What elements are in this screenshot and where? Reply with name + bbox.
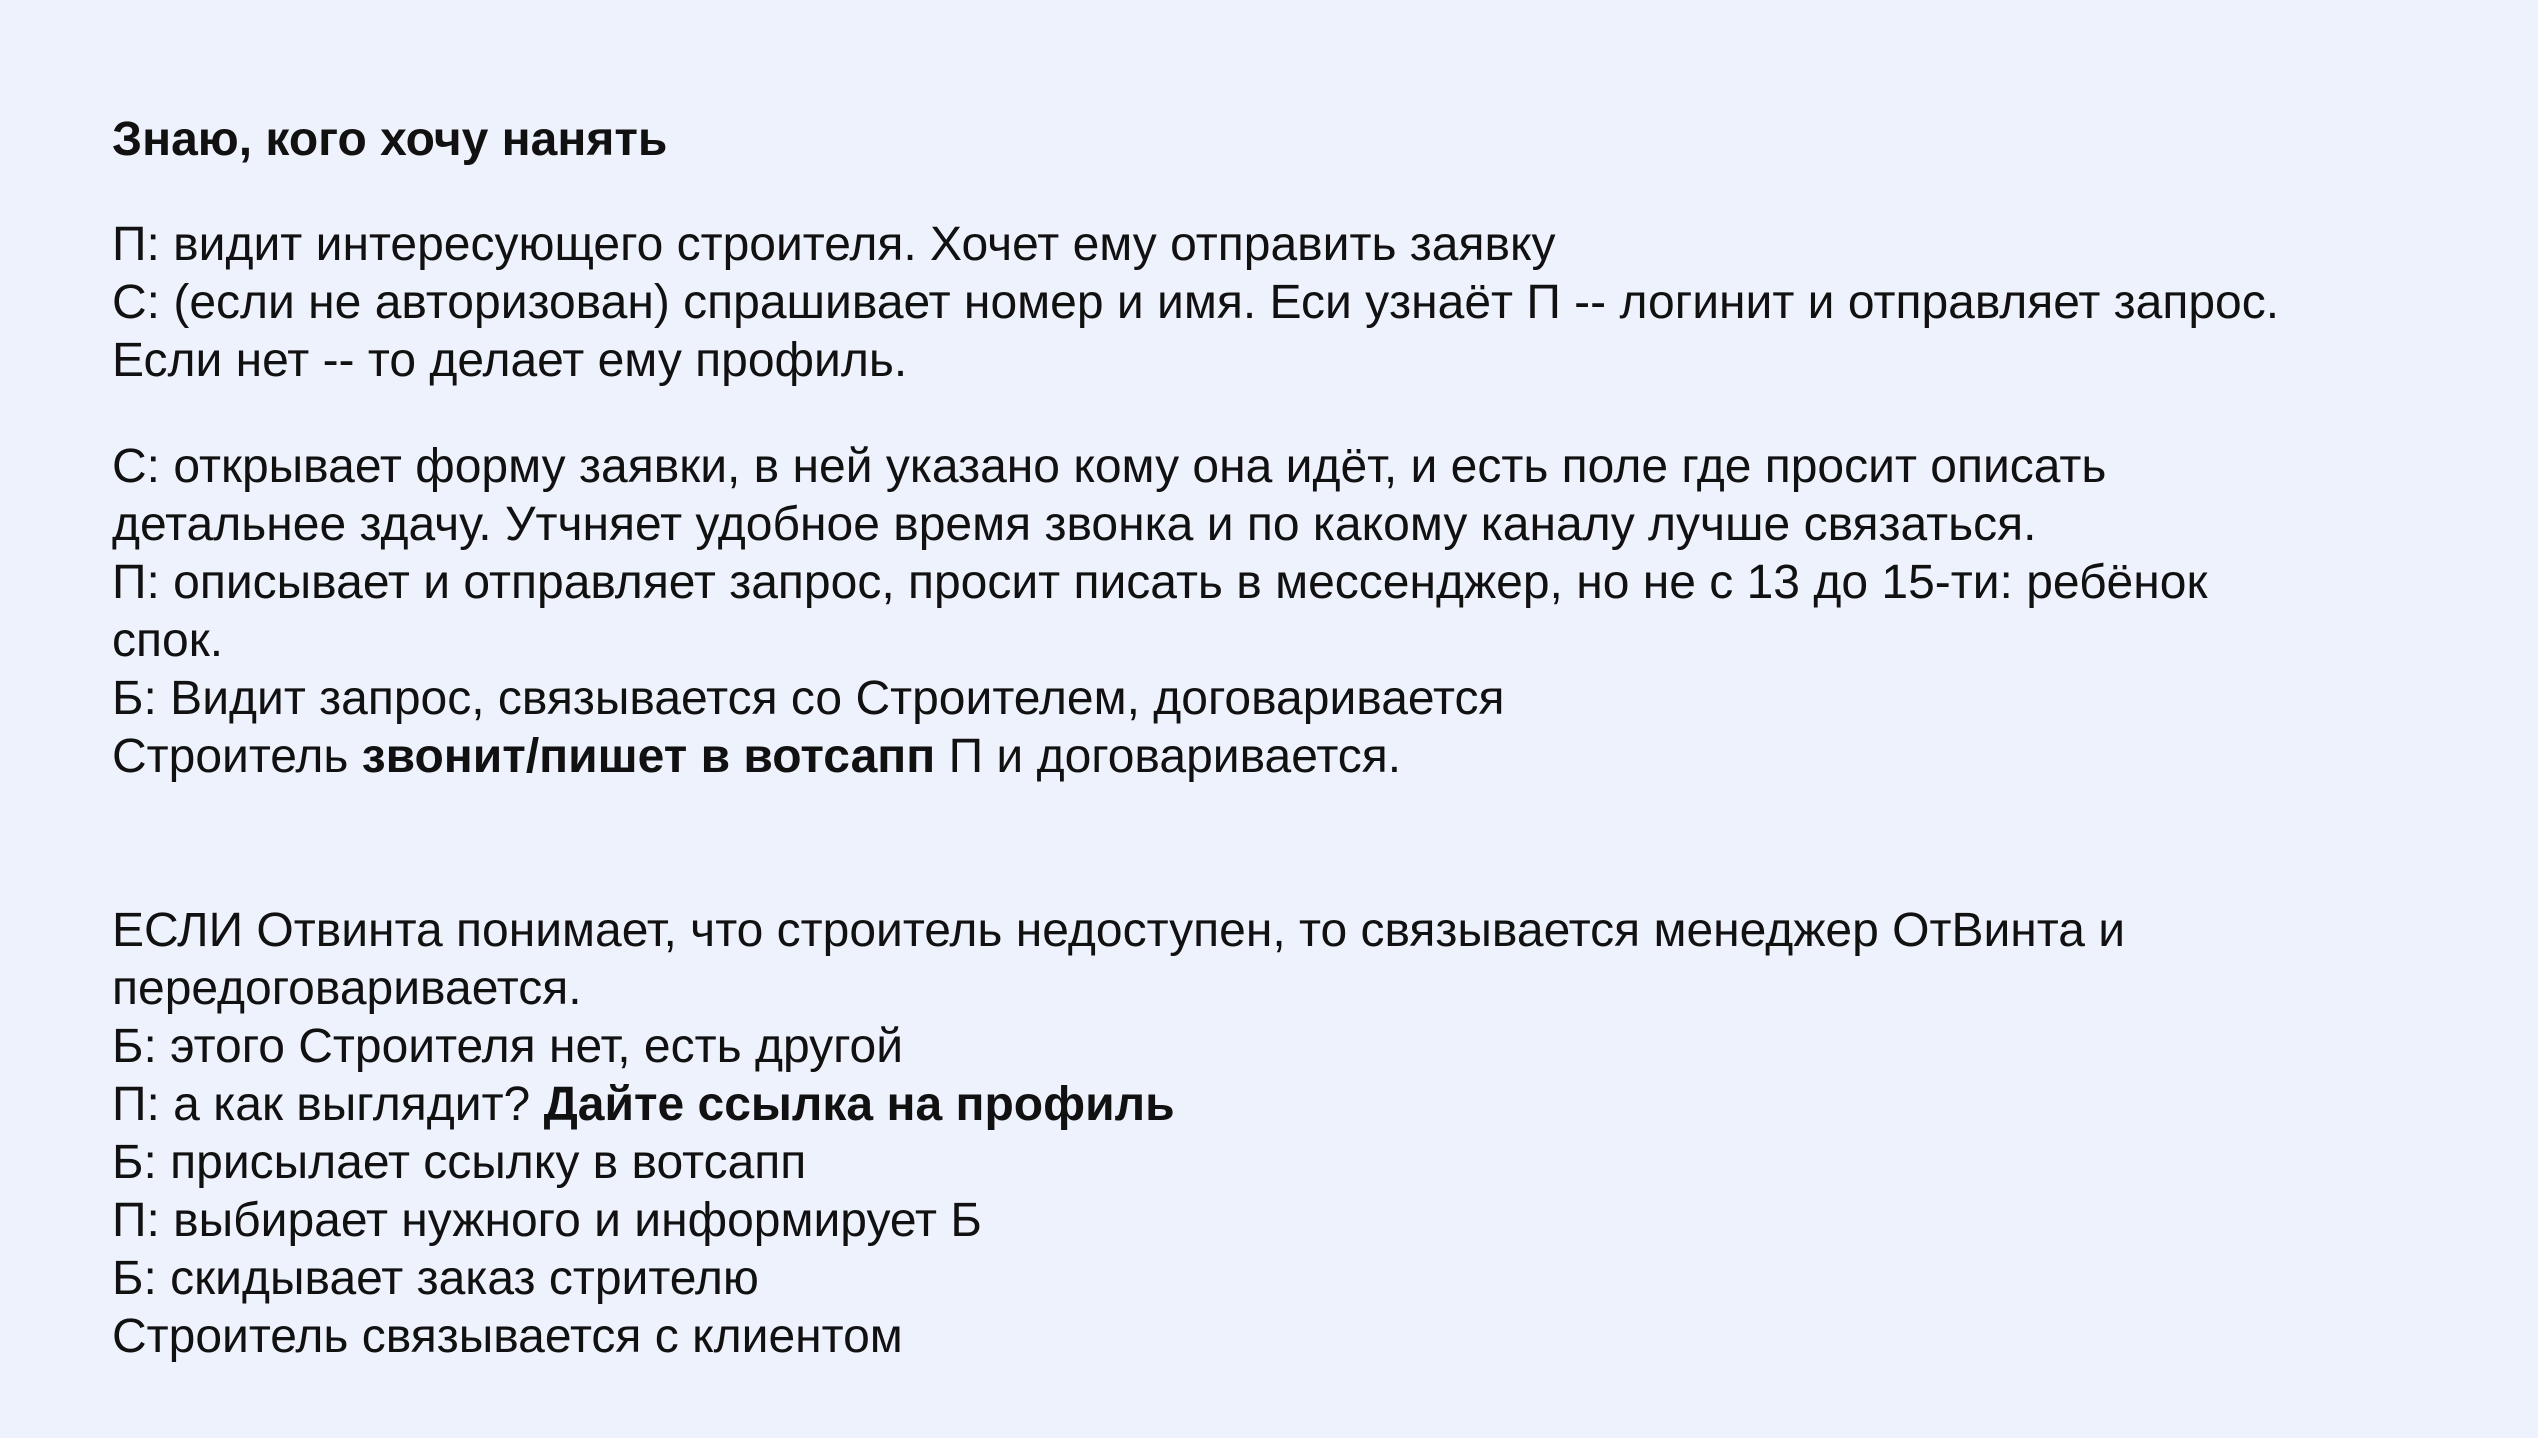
spacer: [112, 390, 2438, 438]
text-line: С: (если не авторизован) спрашивает номер и имя. Еси узнаёт П -- логинит и отправляет запрос.: [112, 276, 2280, 329]
text-line: П: описывает и отправляет запрос, просит писать в мессенджер, но не с 13 до 15-ти: ребёнок: [112, 556, 2208, 609]
paragraph-request-start: [112, 216, 2438, 390]
document-title: Знаю, кого хочу нанять: [112, 113, 668, 166]
paragraph-request-form: [112, 438, 2438, 786]
text-line: Если нет -- то делает ему профиль.: [112, 334, 908, 387]
profile-link-request-emphasis: Дайте ссылка на профиль: [543, 1078, 1175, 1131]
text-line: ЕСЛИ Отвинта понимает, что строитель недоступен, то связывается менеджер ОтВинта и: [112, 904, 2126, 957]
text-line: передоговаривается.: [112, 962, 582, 1015]
profile-link-request-line: [112, 1076, 2438, 1134]
builder-contact-line: [112, 728, 2438, 786]
text-line: П: видит интересующего строителя. Хочет ему отправить заявку: [112, 218, 1556, 271]
spacer: [112, 170, 2438, 216]
builder-contact-emphasis: звонит/пишет в вотсапп: [361, 730, 936, 783]
text-line: Б: Видит запрос, связывается со Строителем, договаривается: [112, 672, 1505, 725]
text-line: Б: этого Строителя нет, есть другой: [112, 1020, 904, 1073]
text-line: Б: скидывает заказ стрителю: [112, 1252, 759, 1305]
spacer: [112, 786, 2438, 902]
text-line: П: выбирает нужного и информирует Б: [112, 1194, 982, 1247]
text-line: Строитель связывается с клиентом: [112, 1310, 903, 1363]
paragraph-builder-unavailable: [112, 902, 2438, 1366]
profile-link-request-prefix: П: а как выглядит?: [112, 1078, 544, 1131]
text-line: спок.: [112, 614, 224, 667]
text-line: детальнее здачу. Утчняет удобное время звонка и по какому каналу лучше связаться.: [112, 498, 2037, 551]
text-line: Б: присылает ссылку в вотсапп: [112, 1136, 807, 1189]
builder-contact-suffix: П и договаривается.: [935, 730, 1402, 783]
builder-contact-prefix: Строитель: [112, 730, 362, 783]
text-line: С: открывает форму заявки, в ней указано кому она идёт, и есть поле где просит описать: [112, 440, 2107, 493]
